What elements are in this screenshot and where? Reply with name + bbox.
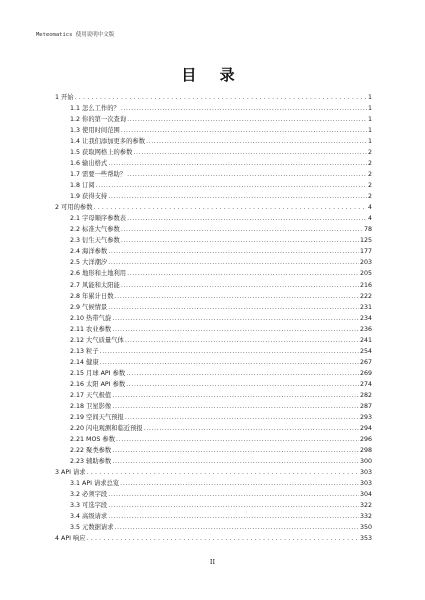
toc-section-entry[interactable] [70, 214, 372, 224]
toc-entry-page: 125 [359, 237, 372, 245]
toc-dot-leader [121, 281, 359, 291]
toc-entry-page: 300 [359, 457, 372, 465]
toc-dot-leader [127, 170, 367, 180]
toc-entry-label: 3.2 必须字段 [70, 491, 108, 499]
toc-section-entry[interactable] [70, 479, 372, 489]
toc-section-entry[interactable] [70, 435, 372, 445]
running-header: Meteomatics 使用说明中文版 [36, 32, 115, 38]
toc-entry-page: 2 [367, 160, 372, 168]
toc-section-entry[interactable] [70, 292, 372, 302]
toc-dot-leader [125, 413, 359, 423]
toc-entry-page: 231 [359, 303, 372, 311]
toc-entry-label: 2.19 空间天气预报 [70, 413, 124, 421]
page-title: 目 录 [181, 66, 244, 84]
toc-dot-leader [108, 159, 367, 169]
toc-entry-page: 269 [359, 369, 372, 377]
toc-dot-leader [112, 402, 359, 412]
toc-section-entry[interactable] [70, 325, 372, 335]
toc-dot-leader [127, 214, 367, 224]
toc-entry-page: 1 [367, 116, 372, 124]
toc-entry-page: 322 [359, 502, 372, 510]
toc-entry-label: 2.16 太阳 API 参数 [70, 380, 126, 388]
toc-entry-label: 2.10 热带气旋 [70, 314, 112, 322]
toc-entry-page: 203 [359, 259, 372, 267]
toc-entry-label: 2.13 粒子 [70, 347, 99, 355]
toc-entry-page: 353 [359, 535, 372, 543]
toc-entry-label: 2.18 卫星影像 [70, 402, 112, 410]
toc-entry-page: 222 [359, 292, 372, 300]
toc-entry-page: 293 [359, 413, 372, 421]
toc-dot-leader [108, 192, 367, 202]
toc-dot-leader [115, 292, 359, 302]
toc-section-entry[interactable] [70, 281, 372, 291]
toc-section-entry[interactable] [70, 181, 372, 191]
toc-entry-label: 1.6 输出格式 [70, 160, 108, 168]
toc-entry-page: 2 [367, 193, 372, 201]
toc-entry-label: 1.8 订阅 [70, 182, 95, 190]
toc-dot-leader [96, 181, 367, 191]
toc-entry-page: 216 [359, 281, 372, 289]
toc-section-entry[interactable] [70, 380, 372, 390]
toc-dot-leader [108, 303, 359, 313]
toc-dot-leader [126, 380, 359, 390]
toc-entry-page: 234 [359, 314, 372, 322]
toc-section-entry[interactable] [70, 104, 372, 114]
toc-section-entry[interactable] [70, 446, 372, 456]
toc-entry-label: 1 开始 [55, 94, 74, 101]
toc-entry-label: 2.17 天气极值 [70, 391, 112, 399]
toc-chapter-entry[interactable] [55, 468, 372, 478]
toc-section-entry[interactable] [70, 225, 372, 235]
toc-dot-leader [121, 225, 363, 235]
toc-entry-label: 1.4 让我们添加更多的参数 [70, 138, 145, 146]
toc-dot-leader [87, 468, 359, 478]
toc-entry-label: 2.11 农业参数 [70, 325, 112, 333]
toc-entry-label: 2.8 年累计日数 [70, 292, 114, 300]
toc-entry-page: 274 [359, 380, 372, 388]
toc-dot-leader [100, 347, 359, 357]
toc-entry-label: 1.7 需要一些帮助？ [70, 171, 127, 179]
toc-section-entry[interactable] [70, 490, 372, 500]
toc-section-entry[interactable] [70, 170, 372, 180]
toc-entry-page: 287 [359, 402, 372, 410]
toc-section-entry[interactable] [70, 137, 372, 147]
toc-chapter-entry[interactable] [55, 534, 372, 544]
toc-section-entry[interactable] [70, 314, 372, 324]
toc-dot-leader [112, 391, 359, 401]
toc-dot-leader [75, 93, 367, 103]
toc-entry-page: 1 [367, 94, 372, 101]
toc-section-entry[interactable] [70, 424, 372, 434]
toc-section-entry[interactable] [70, 523, 372, 533]
toc-entry-page: 2 [367, 171, 372, 179]
toc-entry-label: 2.3 衍生天气参数 [70, 237, 120, 245]
toc-entry-label: 2.22 聚类参数 [70, 446, 112, 454]
toc-entry-label: 3 API 请求 [55, 469, 86, 477]
toc-section-entry[interactable] [70, 258, 372, 268]
toc-dot-leader [112, 325, 359, 335]
toc-entry-label: 1.5 获取网格上的参数 [70, 149, 133, 157]
toc-entry-page: 332 [359, 513, 372, 521]
toc-dot-leader [108, 247, 359, 257]
toc-entry-label: 1.3 使用时间范围 [70, 127, 120, 135]
toc-entry-label: 2.1 字母顺序参数表 [70, 215, 127, 223]
toc-dot-leader [94, 203, 367, 213]
toc-section-entry[interactable] [70, 148, 372, 158]
toc-entry-label: 2.2 标准大气参数 [70, 226, 120, 234]
toc-section-entry[interactable] [70, 303, 372, 313]
toc-dot-leader [108, 258, 359, 268]
toc-entry-page: 1 [367, 105, 372, 113]
toc-entry-label: 2.6 地形和土地利用 [70, 270, 127, 278]
toc-dot-leader [120, 479, 359, 489]
toc-entry-label: 2.20 闪电观测和临近预报 [70, 424, 143, 432]
toc-dot-leader [108, 501, 359, 511]
toc-entry-page: 177 [359, 248, 372, 256]
toc-entry-page: 2 [367, 182, 372, 190]
toc-entry-page: 1 [367, 127, 372, 135]
toc-entry-page: 4 [367, 204, 372, 212]
toc-entry-page: 303 [359, 480, 372, 488]
toc-entry-page: 236 [359, 325, 372, 333]
toc-entry-page: 294 [359, 424, 372, 432]
toc-section-entry[interactable] [70, 269, 372, 279]
toc-chapter-entry[interactable] [55, 203, 372, 213]
toc-entry-label: 1.2 你的第一次查询 [70, 116, 127, 124]
toc-dot-leader [125, 336, 359, 346]
toc-entry-label: 2.21 MOS 参数 [70, 435, 116, 443]
toc-dot-leader [100, 358, 359, 368]
toc-section-entry[interactable] [70, 501, 372, 511]
toc-entry-page: 296 [359, 435, 372, 443]
page-number: II [209, 558, 216, 566]
toc-section-entry[interactable] [70, 358, 372, 368]
toc-dot-leader [146, 137, 367, 147]
toc-section-entry[interactable] [70, 512, 372, 522]
toc-section-entry[interactable] [70, 413, 372, 423]
toc-section-entry[interactable] [70, 457, 372, 467]
toc-entry-label: 3.3 可选字段 [70, 502, 108, 510]
toc-entry-label: 2.12 大气质量气体 [70, 336, 124, 344]
toc-dot-leader [121, 104, 367, 114]
toc-dot-leader [112, 446, 359, 456]
toc-entry-page: 298 [359, 446, 372, 454]
toc-entry-label: 3.1 API 请求总览 [70, 480, 120, 488]
toc-entry-page: 241 [359, 336, 372, 344]
toc-entry-page: 78 [363, 226, 372, 234]
toc-dot-leader [133, 148, 367, 158]
toc-entry-label: 1.9 获得支持 [70, 193, 108, 201]
toc-section-entry[interactable] [70, 126, 372, 136]
toc-chapter-entry[interactable] [55, 93, 372, 103]
toc-section-entry[interactable] [70, 347, 372, 357]
toc-entry-page: 350 [359, 524, 372, 532]
toc-dot-leader [112, 314, 359, 324]
toc-entry-label: 1.1 怎么工作的？ [70, 105, 120, 113]
toc-entry-page: 1 [367, 138, 372, 146]
toc-entry-label: 2.7 风能和太阳能 [70, 281, 120, 289]
toc-section-entry[interactable] [70, 192, 372, 202]
toc-section-entry[interactable] [70, 402, 372, 412]
toc-entry-page: 282 [359, 391, 372, 399]
toc-entry-page: 303 [359, 469, 372, 477]
toc-section-entry[interactable] [70, 247, 372, 257]
toc-entry-page: 205 [359, 270, 372, 278]
toc-entry-page: 254 [359, 347, 372, 355]
toc-section-entry[interactable] [70, 159, 372, 169]
toc-entry-label: 2.9 气候情景 [70, 303, 108, 311]
toc-entry-label: 2.4 海洋参数 [70, 248, 108, 256]
toc-entry-page: 4 [367, 215, 372, 223]
toc-entry-label: 2.5 大洋潮汐 [70, 259, 108, 267]
toc-dot-leader [112, 457, 359, 467]
toc-dot-leader [108, 512, 359, 522]
toc-dot-leader [115, 523, 359, 533]
toc-entry-page: 267 [359, 358, 372, 366]
toc-dot-leader [108, 490, 359, 500]
toc-dot-leader [127, 269, 359, 279]
toc-dot-leader [87, 534, 359, 544]
toc-entry-label: 2.14 健康 [70, 358, 99, 366]
toc-dot-leader [144, 424, 359, 434]
toc-entry-label: 4 API 响应 [55, 535, 86, 543]
toc-entry-page: 304 [359, 491, 372, 499]
toc-entry-label: 2.23 辅助参数 [70, 457, 112, 465]
toc-dot-leader [126, 369, 359, 379]
toc-dot-leader [116, 435, 359, 445]
toc-entry-label: 3.5 元数据请求 [70, 524, 114, 532]
toc-section-entry[interactable] [70, 115, 372, 125]
toc-dot-leader [121, 236, 359, 246]
toc-section-entry[interactable] [70, 391, 372, 401]
toc-section-entry[interactable] [70, 236, 372, 246]
toc-entry-label: 2.15 月球 API 参数 [70, 369, 126, 377]
toc-entry-label: 3.4 高级请求 [70, 513, 108, 521]
toc-dot-leader [127, 115, 367, 125]
toc-section-entry[interactable] [70, 336, 372, 346]
toc-entry-label: 2 可用的参数 [55, 204, 93, 212]
toc-section-entry[interactable] [70, 369, 372, 379]
toc-dot-leader [121, 126, 367, 136]
toc-entry-page: 2 [367, 149, 372, 157]
